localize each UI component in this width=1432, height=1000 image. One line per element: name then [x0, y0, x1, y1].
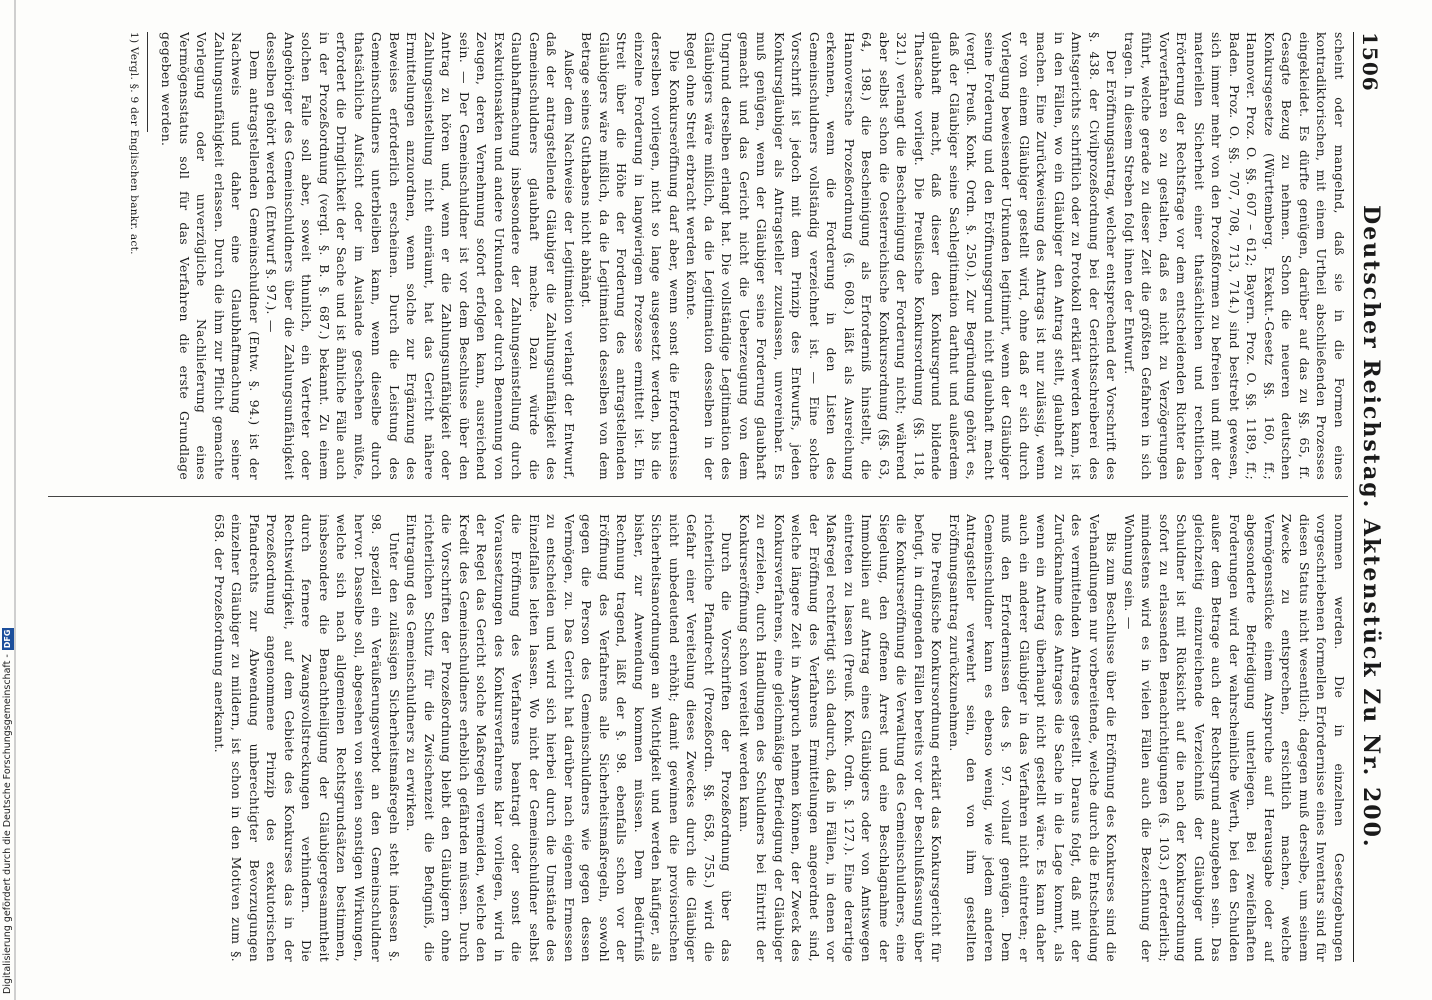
text-columns — [48, 32, 1348, 962]
digitization-credit-label: Digitalisierung gefördert durch die Deutsche Forschungsgemeinschaft - — [2, 654, 13, 994]
paragraph: Außer dem Nachweise der Legitimation verlangt der Entwurf, daß der antragstellende Gläubiger die Zahlungsunfähigkeit des Gemeinschuldners glaubhaft mache. Dazu würde die Glaubhaftmachung insbesondere der Zahlungseinstellung durch Exekutionsakten und andere Urkunden oder durch Benennung von Zeugen, deren Vernehmung sofort erfolgen kann, ausreichend sein. — Der Gemeinschuldner ist vor dem Beschlusse über den Antrag zu hören und, wenn er die Zahlungsunfähigkeit oder Zahlungseinstellung nicht einräumt, hat das Gericht nähere Ermittelungen anzuordnen, wenn solche zur Ergänzung des Beweises erforderlich erscheinen. Durch die Leistung des Gemeinschuldners unterbleiben kann, wenn dieselbe durch thatsächliche Aufsicht oder im Auslande geschehen müßte, erfordert die Dringlichkeit der Sache und ist ähnliche Fälle auch in der Prozeßordnung (vergl. §. B. §. 687.) bekannt. Zu einem solchen Falle soll aber, soweit thunlich, ein Vertreter oder Angehöriger des Gemeinschuldners über die Zahlungsunfähigkeit desselben gehört werden (Entwurf §. 97.). — — [264, 32, 577, 480]
paragraph: Der Eröffnungsantrag, welcher entsprechend der Vorschrift des §. 438. der Civilprozeßordnung bei der Gerichtsschreiberei des Amtsgerichts schriftlich oder zu Protokoll erklärt werden kann, ist in den Fällen, wo ein Gläubiger den Antrag stellt, glaubhaft zu machen. Eine Zurückweisung des Antrags ist nur zulässig, wenn er von einem Gläubiger gestellt wird, ohne daß er sich durch Vorlegung beweisender Urkunden legitimirt, wenn der Gläubiger seine Forderung und den Eröffnungsgrund nicht glaubhaft macht (vergl. Preuß. Konk. Ordn. §. 250.). Zur Begründung gehört es, daß der Gläubiger seine Sachlegitimation darthut und außerdem glaubhaft macht, daß dieser den Konkursgrund bildende Thatsache vorliegt. Die Preußische Konkursordnung (§§. 118, 321.) verlangt die Bescheinigung der Forderung nicht; während aber selbst schon die Oesterreichische Konkursordnung (§§. 63, 64, 198.) die Bescheinigung als Erforderniß hinstellt, die Hannoversche Prozeßordnung (§. 608.) läßt als Ausreichung erkennen, wenn die Forderung in den Listen des Gemeinschuldners vollständig verzeichnet ist. — Eine solche Vorschrift ist jedoch mit dem Prinzip des Entwurfs, jeden Konkursgläubiger als Antragsteller zuzulassen, unvereinbar. Es muß genügen, wenn der Gläubiger seine Forderung glaubhaft gemacht und das Gericht nicht die Ueberzeugung von dem Ungrund derselben erlangt hat. Die vollständige Legitimation des Gläubigers wäre mißlich, da die Legitimation desselben in der Regel ohne Streit erbracht werden könnte. — [684, 32, 1120, 480]
left-column — [48, 32, 1348, 480]
paragraph: Durch die Vorschriften der Prozeßordnung über das richterliche Pfandrecht (Prozeßordn. §§. 658, 755.) wird die Gefahr einer Vereitelung dieses Zweckes durch die Gläubiger nicht unbedeutend erhöht; damit gewinnen die provisorischen Sicherheitsanordnungen an Wichtigkeit und werden häufiger, als bisher, zur Anwendung kommen müssen. Dem Bedürfniß Rechnung tragend, läßt der §. 98. ebenfalls schon vor der Eröffnung des Verfahrens alle Sicherheitsmaßregeln, sowohl gegen die Person des Gemeinschuldners wie gegen dessen Vermögen, zu. Das Gericht hat darüber nach eigenem Ermessen zu entscheiden und wird sich hierbei durch die Umstände des Einzelfalles leiten lassen. Wo nicht der Gemeinschuldner selbst die Eröffnung des Verfahrens beantragt oder sonst die Voraussetzungen des Konkursverfahrens klar vorliegen, wird in der Regel das Gericht solche Maßregeln vermeiden, welche den Kredit des Gemeinschuldners erheblich gefährden müssen. Durch die Vorschriften der Prozeßordnung bleibt den Gläubigern ohne richterlichen Schutz für die Zwischenzeit die Befugniß, die Eintragung des Gemeinschuldners zu erwirken. — [404, 514, 735, 962]
dfg-logo-icon: DFG — [3, 629, 12, 649]
paragraph: Unter den zulässigen Sicherheitsmaßregeln steht indessen §. 98. speziell ein Veräußerungsverbot an den Gemeinschuldner hervor. Dasselbe soll, abgesehen von seiten sonstigen Wirkungen, welche sich nach allgemeinen Rechtsgrundsätzen bestimmen, insbesondere die Benachtheiligung der Gläubigergesammtheit durch fernere Zwangsvollstreckungen verhindern. Die Rechtswidrigkeit, auf dem Gebiete des Konkurses das in der Prozeßordnung angenommene Prinzip des exekutorischen Pfandrechts zur Abwendung unberechtigter Bevorzugungen einzelner Gläubiger zu mildern, ist schon in den Motiven zum §. 658. der Prozeßordnung anerkannt. — [212, 514, 402, 962]
paragraph: Die Preußische Konkursordnung erklärt das Konkursgericht für befugt, in dringenden Fällen bereits vor der Beschlußfassung über die Konkurseröffnung die Verwaltung des Gemeinschuldners, eine Siegelung, den offenen Arrest und eine Beschlagnahme der Immobilien auf Antrag eines Gläubigers oder von Amtswegen eintreten zu lassen (Preuß. Konk. Ordn. §. 127.). Eine derartige Maßregel rechtfertigt sich dadurch, daß in Fällen, in denen vor der Eröffnung des Verfahrens Ermittelungen angeordnet sind, welche längere Zeit in Anspruch nehmen können, der Zweck des Konkursverfahrens, eine gleichmäßige Befriedigung der Gläubiger zu erzielen, durch Handlungen des Schuldners bei Eintritt der Konkurseröffnung schon vereitelt werden kann. — [737, 514, 945, 962]
page-number: 1506 — [1358, 32, 1382, 92]
footnote: 1) Vergl. §. 9 der Englischen bankr. act. — [128, 32, 140, 255]
column-divider — [48, 496, 1348, 497]
paragraph: Die Konkurseröffnung darf aber, wenn sonst die Erfordernisse derselben vorliegen, nicht so lange ausgesetzt werden, bis die einzelne Forderung in langwierigem Prozesse ermittelt ist. Ein Streit über die Höhe der Forderung des antragstellenden Gläubigers wäre mißlich, da die Legitimation desselben von dem Betrage seines Guthabens nicht abhängt. — [579, 32, 682, 480]
page-header — [1353, 32, 1402, 962]
paragraph: scheint oder mangelnd, daß sie in die Formen eines kontradiktorischen, mit einem Urtheil abschließenden Prozesses eingekleidet. Es dürfte genügen, darüber auf das zu §§. 65, ff. Gesagte Bezug zu nehmen. Schon die neueren deutschen Konkursgesetze (Württemberg. Exekut.-Gesetz §§. 160, ff.; Hannover. Proz. O. §§. 607 – 612; Bayern. Proz. O. §§. 1189, ff.; Baden. Proz. O. §§. 707, 708, 713, 714.) sind bestrebt gewesen, sich immer mehr von den Prozeßformen zu befreien und mit der materiellen Sicherheit einer thatsächlichen und rechtlichen Erörterung der Rechtsfrage vor dem entscheidenden Richter das Vorverfahren so zu gestalten, daß es nicht zu Verzögerungen führt, welche gerade zu dieser Zeit die größten Gefahren in sich tragen. In diesem Streben folgt ihnen der Entwurf. — [1122, 32, 1347, 480]
paragraph: nommen werden. Die in einzelnen Gesetzgebungen vorgeschriebenen formellen Erfordernisse eines Inventars sind für diesen Status nicht wesentlich; dagegen muß derselbe, um seinem Zwecke zu entsprechen, ersichtlich machen, welche Vermögensstücke einem Anspruche auf Herausgabe oder auf abgesonderte Befriedigung unterliegen. Bei zweifelhaften Forderungen wird der wahrscheinliche Werth, bei den Schulden außer dem Betrage auch der Rechtsgrund anzugeben sein. Das gleichzeitig einzureichende Verzeichniß der Gläubiger und Schuldner ist mit Rücksicht auf die nach der Konkursordnung sofort zu erlassenden Benachrichtigungen (§. 103.) erforderlich; mindestens wird es in vielen Fällen auch die Bezeichnung der Wohnung sein. — — [1122, 514, 1347, 962]
page-title: Deutscher Reichstag. Aktenstück Zu Nr. 200. — [1358, 205, 1384, 849]
footnote-divider — [147, 32, 148, 132]
right-column — [48, 514, 1348, 962]
paragraph: Bis zum Beschlusse über die Eröffnung des Konkurses sind die Verhandlungen nur vorbereitende, welche durch die Entscheidung des vermittelnden Antrages gestellt. Daraus folgt, daß mit der Zurücknahme des Antrages die Sache in die Lage kommt, als wenn ein Antrag überhaupt nicht gestellt wäre. Es kann daher auch ein anderer Gläubiger in das Verfahren nicht eintreten; er muß den Erfordernissen des §. 97. vollauf genügen. Dem Gemeinschuldner kann es ebenso wenig, wie jedem anderen Antragsteller verwehrt sein, den von ihm gestellten Eröffnungsantrag zurückzunehmen. — [947, 514, 1120, 962]
paragraph: Dem antragstellenden Gemeinschuldner (Entw. §. 94.) ist der Nachweis und daher eine Glaubhaftmachung seiner Zahlungsunfähigkeit erlassen. Durch die ihm zur Pflicht gemachte Vorlegung oder unverzügliche Nachlieferung eines Vermögensstatus soll für das Verfahren die erste Grundlage gegeben werden. — [159, 32, 262, 480]
